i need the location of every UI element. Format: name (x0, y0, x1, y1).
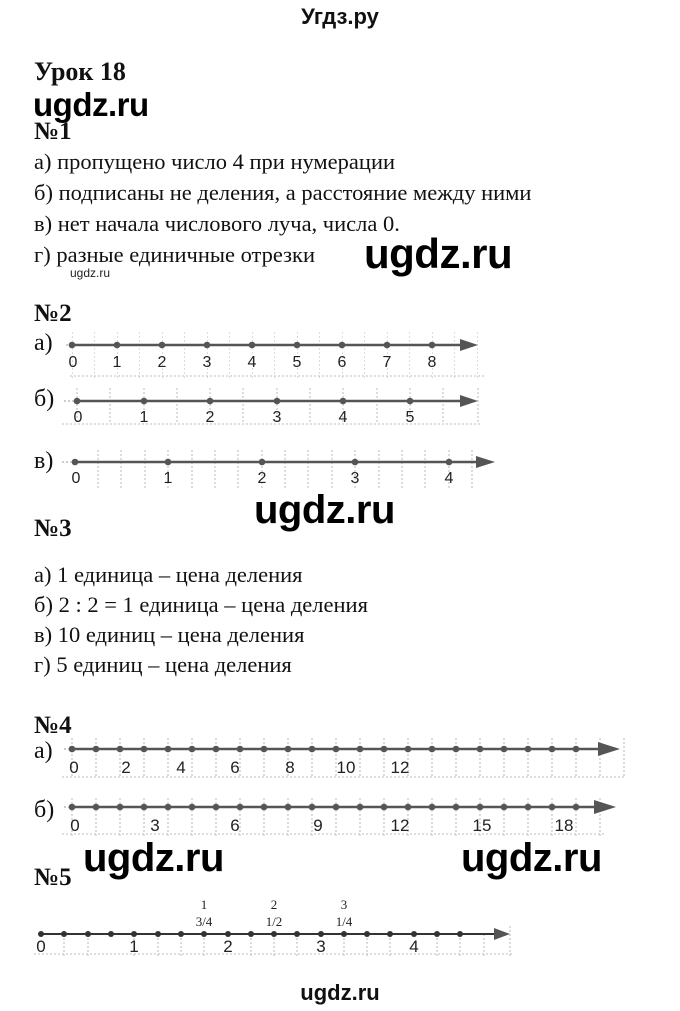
tick: 0 (69, 758, 79, 777)
tick: 4 (247, 354, 257, 371)
tick: 0 (68, 354, 78, 371)
tick: 7 (382, 354, 392, 371)
mark-fraction: 3/4 (195, 914, 213, 929)
ray-2c (62, 450, 495, 488)
site-title: Угдз.ру (301, 4, 379, 29)
task3-item-a: а) 1 единица – цена деления (34, 562, 303, 587)
watermark: ugdz.ru (33, 86, 149, 123)
task3-item-c: в) 10 единиц – цена деления (34, 622, 305, 647)
tick: 12 (390, 758, 410, 777)
tick: 2 (223, 937, 233, 956)
task3-number: №3 (34, 515, 72, 542)
watermark: ugdz.ru (461, 836, 602, 880)
tick: 5 (292, 354, 302, 371)
tick: 3 (202, 354, 212, 371)
task3-item-b: б) 2 : 2 = 1 единица – цена деления (34, 592, 368, 617)
task1-item-c: в) нет начала числового луча, числа 0. (34, 211, 400, 236)
tick: 9 (313, 816, 323, 835)
task1-item-b: б) подписаны не деления, а расстояние между ними (34, 180, 532, 205)
tick: 0 (70, 816, 80, 835)
task3-item-d: г) 5 единиц – цена деления (34, 652, 292, 677)
tick: 0 (71, 470, 81, 487)
tick: 12 (390, 816, 410, 835)
footer-watermark: ugdz.ru (300, 980, 380, 1005)
ray-4a (62, 738, 626, 778)
watermark: ugdz.ru (364, 230, 513, 277)
tick: 15 (472, 816, 492, 835)
tick: 18 (554, 816, 574, 835)
watermark: ugdz.ru (83, 836, 224, 880)
tick: 4 (444, 470, 454, 487)
tick: 3 (272, 409, 282, 426)
mark-whole: 3 (340, 897, 348, 912)
tick: 4 (409, 937, 419, 956)
lesson-title: Урок 18 (34, 57, 126, 86)
mark-whole: 2 (270, 897, 278, 912)
tick: 5 (405, 409, 415, 426)
tick: 8 (285, 758, 295, 777)
tick: 1 (112, 354, 122, 371)
mark-fraction: 1/2 (265, 914, 283, 929)
ray-4b (62, 798, 616, 836)
tick: 1 (139, 409, 149, 426)
tick: 8 (427, 354, 437, 371)
task4-label-b: б) (34, 797, 55, 823)
mark-whole: 1 (200, 897, 208, 912)
tick: 6 (337, 354, 347, 371)
watermark-small: ugdz.ru (70, 266, 111, 280)
tick: 3 (316, 937, 326, 956)
mark-fraction: 1/4 (335, 914, 353, 929)
watermark: ugdz.ru (254, 488, 395, 532)
tick: 4 (338, 409, 348, 426)
tick: 4 (176, 758, 186, 777)
tick: 0 (73, 409, 83, 426)
tick: 1 (129, 937, 139, 956)
ray-2a (66, 330, 484, 380)
tick: 3 (150, 816, 160, 835)
task4-number: №4 (34, 712, 72, 739)
task2-label-c: в) (34, 448, 54, 474)
task2-number: №2 (34, 300, 72, 327)
tick: 3 (350, 470, 360, 487)
task4-label-a: а) (34, 738, 53, 764)
tick: 6 (230, 758, 240, 777)
task1-item-d: г) разные единичные отрезки (34, 242, 316, 267)
tick: 10 (336, 758, 356, 777)
tick: 0 (36, 937, 46, 956)
task1-number: №1 (34, 118, 72, 145)
ray-5 (34, 897, 514, 956)
tick: 2 (157, 354, 167, 371)
tick: 2 (257, 470, 267, 487)
ray-2b (62, 388, 482, 426)
tick: 2 (121, 758, 131, 777)
tick: 1 (163, 470, 173, 487)
tick: 6 (230, 816, 240, 835)
task5-number: №5 (34, 864, 72, 891)
task1-item-a: а) пропущено число 4 при нумерации (34, 149, 396, 174)
task2-label-a: а) (34, 330, 53, 356)
tick: 2 (205, 409, 215, 426)
task2-label-b: б) (34, 386, 55, 412)
